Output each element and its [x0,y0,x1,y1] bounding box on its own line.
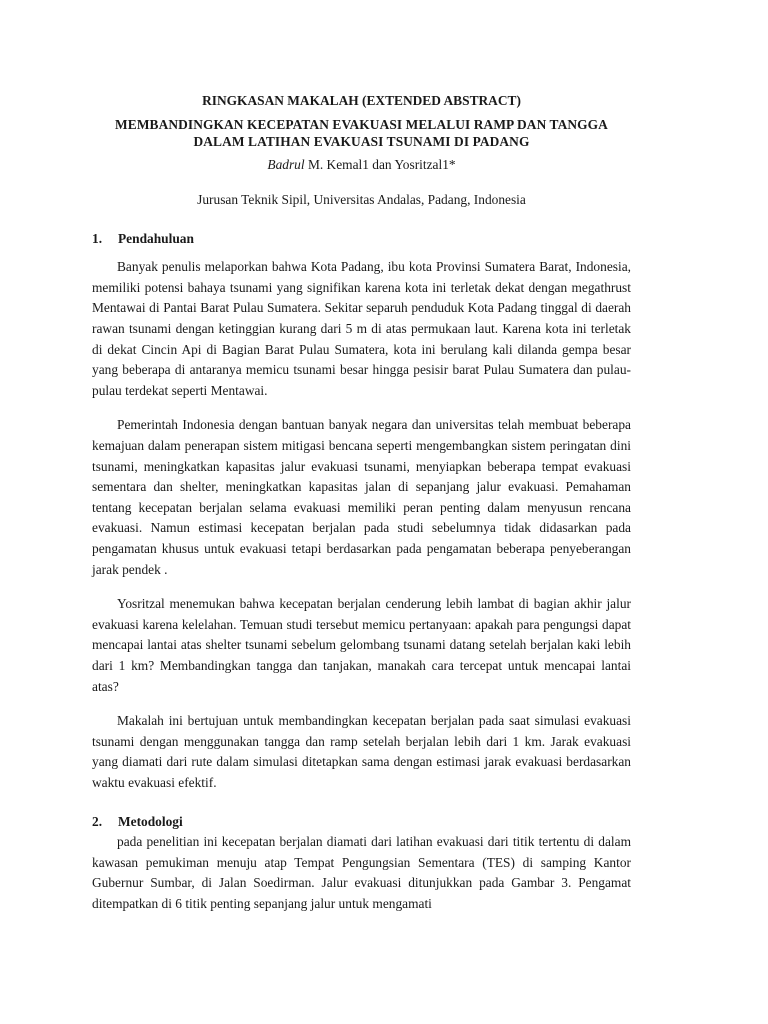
paragraph: pada penelitian ini kecepatan berjalan diamati dari latihan evakuasi dari titik tertentu di dalam kawasan pemukiman menuju atap Tempat Pengungsian Sementara (TES) di samping Kantor Gubernur Sumbar, di Jalan Soedirman. Jalur evakuasi ditunjukkan pada Gambar 3. Pengamat ditempatkan di 6 titik penting sepanjang jalur untuk mengamati [92,834,631,911]
paragraph: Pemerintah Indonesia dengan bantuan banyak negara dan universitas telah membuat beberapa kemajuan dalam penerapan sistem mitigasi bencana seperti mengembangkan sistem peringatan dini tsunami, meningkatkan kapasitas jalur evakuasi tsunami, menyiapkan beberapa tempat evakuasi sementara dan shelter, meningkatkan kapasitas jalan di sepanjang jalur evakuasi. Pemahaman tentang kecepatan berjalan selama evakuasi memiliki peran penting dalam menyusun rencana evakuasi. Namun estimasi kecepatan berjalan pada studi sebelumnya tidak didasarkan pada pengamatan khusus untuk evakuasi tetapi berdasarkan pada pengamatan beberapa penyeberangan jarak pendek . [92,417,631,577]
section-number: 2. [92,813,103,829]
section-heading-metodologi [92,812,631,833]
paper-title: MEMBANDINGKAN KECEPATAN EVAKUASI MELALUI RAMP DAN TANGGA DALAM LATIHAN EVAKUASI TSUNAMI DI PADANG [115,116,608,149]
author-rest: M. Kemal1 dan Yosritzal1* [304,156,456,172]
title-block [92,92,631,151]
document-type-title: RINGKASAN MAKALAH (EXTENDED ABSTRACT) [202,93,521,108]
section-title: Metodologi [118,813,183,829]
author-first-name: Badrul [267,156,305,172]
section-title: Pendahuluan [118,230,194,246]
paragraph: Makalah ini bertujuan untuk membandingkan kecepatan berjalan pada saat simulasi evakuasi tsunami dengan menggunakan tangga dan ramp setelah berjalan lebih dari 1 km. Jarak evakuasi yang diamati dari rute dalam simulasi ditetapkan sama dengan estimasi jarak evakuasi berdasarkan waktu evakuasi efektif. [92,713,631,790]
section-number: 1. [92,230,103,246]
paragraph: Banyak penulis melaporkan bahwa Kota Padang, ibu kota Provinsi Sumatera Barat, Indonesia, memiliki potensi bahaya tsunami yang signifikan karena kota ini terletak dekat dengan megathrust Mentawai di Pantai Barat Pulau Sumatera. Sekitar separuh penduduk Kota Padang tinggal di daerah rawan tsunami dengan ketinggian kurang dari 5 m di atas permukaan laut. Karena kota ini terletak di dekat Cincin Api di Bagian Barat Pulau Sumatera, kota ini berulang kali dilanda gempa besar yang beberapa di antaranya memicu tsunami besar hingga pesisir barat Pulau Sumatera dan pulau-pulau terdekat seperti Mentawai. [92,259,631,398]
section-heading-pendahuluan [92,229,631,250]
paragraph: Yosritzal menemukan bahwa kecepatan berjalan cenderung lebih lambat di bagian akhir jalur evakuasi karena kelelahan. Temuan studi tersebut memicu pertanyaan: apakah para pengungsi dapat mencapai lantai atas shelter tsunami sebelum gelombang tsunami datang setelah berjalan kaki lebih dari 1 km? Membandingkan tangga dan tanjakan, manakah cara tercepat untuk mencapai lantai atas? [92,596,631,694]
affiliation: Jurusan Teknik Sipil, Universitas Andalas, Padang, Indonesia [197,192,526,208]
document-page [92,92,631,915]
author-line [92,155,631,176]
